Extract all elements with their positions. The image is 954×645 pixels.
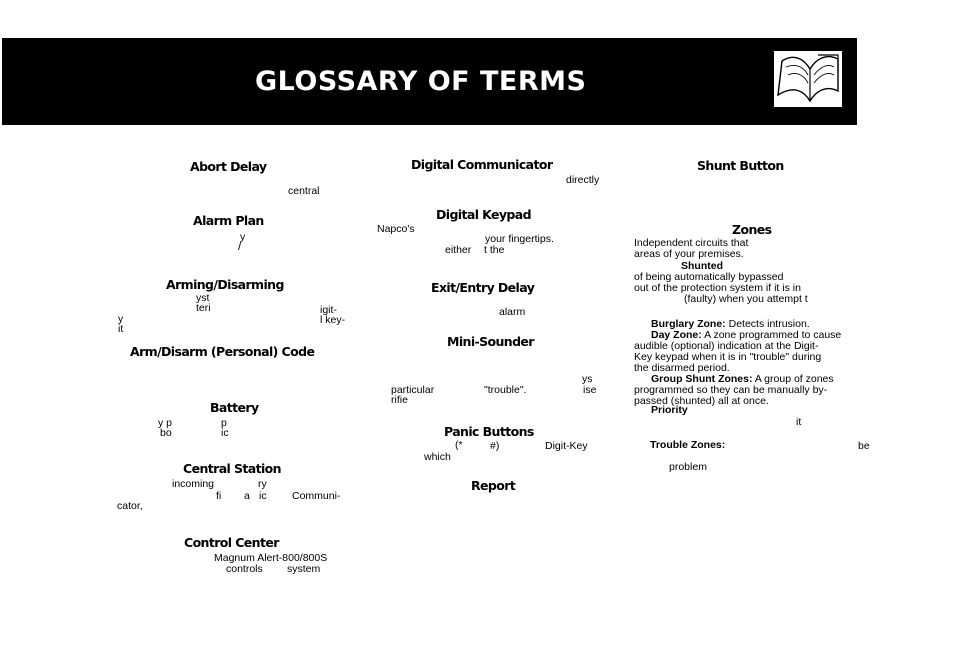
zones-line: of being automatically bypassed bbox=[634, 271, 784, 283]
text-fragment: l key- bbox=[320, 314, 346, 326]
text-fragment: it bbox=[118, 323, 124, 335]
term-digital-keypad: Digital Keypad bbox=[436, 207, 531, 222]
text-fragment: it bbox=[796, 416, 802, 428]
text-fragment: system bbox=[287, 563, 321, 575]
term-zones: Zones bbox=[732, 222, 772, 237]
text-fragment: t the bbox=[484, 244, 505, 256]
text-fragment: ic bbox=[221, 427, 229, 439]
term-trouble-zones: Trouble Zones: bbox=[650, 439, 726, 451]
term-central-station: Central Station bbox=[183, 461, 281, 476]
term-abort-delay: Abort Delay bbox=[190, 159, 267, 174]
term-day-zone: Day Zone: bbox=[651, 329, 702, 341]
page-title: GLOSSARY OF TERMS bbox=[255, 66, 587, 97]
term-shunt-button: Shunt Button bbox=[697, 158, 784, 173]
day-zone-line: the disarmed period. bbox=[634, 362, 730, 374]
term-report: Report bbox=[471, 478, 516, 493]
term-group-shunt-zones: Group Shunt Zones: bbox=[651, 373, 753, 385]
term-control-center: Control Center bbox=[184, 535, 279, 550]
text-fragment: incoming bbox=[172, 478, 215, 490]
term-digital-communicator: Digital Communicator bbox=[411, 157, 553, 172]
text-fragment: problem bbox=[669, 461, 707, 473]
text-fragment: #) bbox=[490, 440, 500, 452]
text-fragment: particular bbox=[391, 384, 435, 396]
text-fragment: ic bbox=[259, 490, 267, 502]
text-fragment: Digit-Key bbox=[545, 440, 588, 452]
text-fragment: fi bbox=[216, 490, 222, 502]
text-fragment: cator, bbox=[117, 500, 143, 512]
term-priority: Priority bbox=[651, 404, 688, 416]
term-panic-buttons: Panic Buttons bbox=[444, 424, 534, 439]
term-burglary-zone: Burglary Zone: bbox=[651, 318, 726, 330]
text-fragment: be bbox=[858, 440, 870, 452]
term-alarm-plan: Alarm Plan bbox=[193, 213, 264, 228]
term-arm-disarm-code: Arm/Disarm (Personal) Code bbox=[130, 344, 315, 359]
term-exit-entry-delay: Exit/Entry Delay bbox=[431, 280, 535, 295]
term-arming-disarming: Arming/Disarming bbox=[166, 277, 284, 292]
text-fragment: controls bbox=[226, 563, 263, 575]
day-zone-line: Key keypad when it is in "trouble" during bbox=[634, 351, 822, 363]
text-fragment: Napco's bbox=[377, 223, 415, 235]
text-fragment: ry bbox=[258, 478, 267, 490]
text-fragment: Communi- bbox=[292, 490, 341, 502]
term-shunted: Shunted bbox=[681, 260, 723, 272]
text-fragment: y bbox=[240, 231, 246, 243]
page-header bbox=[2, 38, 857, 125]
zones-line: Independent circuits that bbox=[634, 237, 749, 249]
text-fragment: y bbox=[118, 313, 124, 325]
text-fragment: yst bbox=[196, 292, 210, 304]
text-fragment: p bbox=[221, 417, 227, 429]
group-shunt-line: passed (shunted) all at once. bbox=[634, 395, 769, 407]
text-fragment: bo bbox=[160, 427, 172, 439]
text-fragment: which bbox=[424, 451, 451, 463]
term-mini-sounder: Mini-Sounder bbox=[447, 334, 534, 349]
text-fragment: directly bbox=[566, 174, 600, 186]
text-fragment: ys bbox=[582, 373, 593, 385]
day-zone-line: audible (optional) indication at the Digit- bbox=[634, 340, 819, 352]
term-battery: Battery bbox=[210, 400, 259, 415]
text-fragment: (* bbox=[455, 439, 463, 451]
text-fragment: your fingertips. bbox=[485, 233, 554, 245]
day-zone-text: A zone programmed to cause bbox=[701, 329, 842, 341]
text-fragment: rifie bbox=[391, 394, 408, 406]
group-shunt-line: programmed so they can be manually by- bbox=[634, 384, 828, 396]
text-fragment: alarm bbox=[499, 306, 526, 318]
group-shunt-text: A group of zones bbox=[752, 373, 834, 385]
zones-line: (faulty) when you attempt t bbox=[684, 293, 808, 305]
text-fragment: igit- bbox=[320, 304, 337, 316]
burglary-zone-text: Detects intrusion. bbox=[725, 318, 810, 330]
text-fragment: "trouble". bbox=[484, 384, 527, 396]
open-book-icon bbox=[774, 51, 842, 107]
text-fragment: ise bbox=[583, 384, 597, 396]
zones-line: areas of your premises. bbox=[634, 248, 744, 260]
text-fragment: a bbox=[244, 490, 250, 502]
text-fragment: either bbox=[445, 244, 472, 256]
text-fragment: teri bbox=[196, 302, 211, 314]
text-fragment: central bbox=[288, 185, 320, 197]
zones-line: out of the protection system if it is in bbox=[634, 282, 801, 294]
text-fragment: y p bbox=[158, 417, 173, 429]
text-fragment: / bbox=[238, 239, 242, 253]
text-fragment: Magnum Alert-800/800S bbox=[214, 552, 328, 564]
